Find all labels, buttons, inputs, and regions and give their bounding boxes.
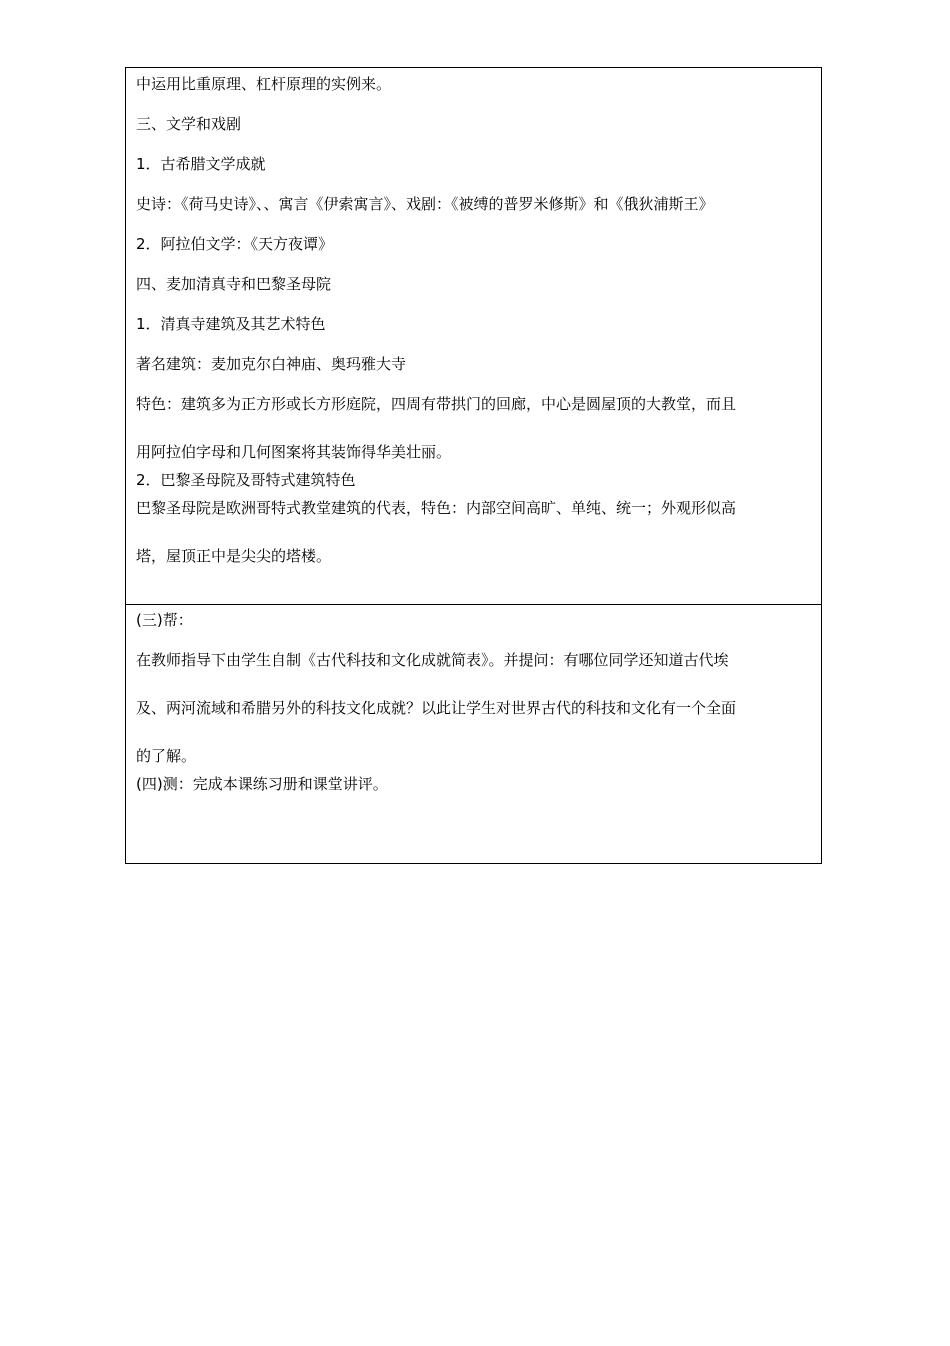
content-cell-literature-architecture (126, 68, 821, 605)
text-line: 在教师指导下由学生自制《古代科技和文化成就简表》。并提问：有哪位同学还知道古代埃 (136, 651, 729, 669)
subheading-notre-dame: 2．巴黎圣母院及哥特式建筑特色 (136, 471, 356, 489)
text-line: 塔，屋顶正中是尖尖的塔楼。 (136, 547, 332, 565)
text-line: 巴黎圣母院是欧洲哥特式教堂建筑的代表，特色：内部空间高旷、单纯、统一；外观形似高 (136, 499, 737, 517)
heading-help: (三)帮： (136, 611, 193, 629)
lesson-table (125, 67, 822, 864)
content-cell-help-test (126, 605, 821, 863)
text-line: 的了解。 (136, 747, 197, 765)
text-line: 著名建筑：麦加克尔白神庙、奥玛雅大寺 (136, 355, 407, 373)
heading-literature-drama: 三、文学和戏剧 (136, 115, 242, 133)
subheading-greek-literature: 1．古希腊文学成就 (136, 155, 266, 173)
heading-mecca-notre-dame: 四、麦加清真寺和巴黎圣母院 (136, 275, 332, 293)
text-line: 史诗：《荷马史诗》、、寓言《伊索寓言》、戏剧：《被缚的普罗米修斯》和《俄狄浦斯王》 (136, 195, 714, 213)
subheading-arabic-literature: 2．阿拉伯文学：《天方夜谭》 (136, 235, 334, 253)
text-line: 特色：建筑多为正方形或长方形庭院，四周有带拱门的回廊，中心是圆屋顶的大教堂，而且 (136, 395, 737, 413)
heading-test: (四)测：完成本课练习册和课堂讲评。 (136, 775, 388, 793)
subheading-mosque: 1．清真寺建筑及其艺术特色 (136, 315, 326, 333)
text-line: 用阿拉伯字母和几何图案将其装饰得华美壮丽。 (136, 443, 452, 461)
text-line: 及、两河流域和希腊另外的科技文化成就？以此让学生对世界古代的科技和文化有一个全面 (136, 699, 737, 717)
text-line: 中运用比重原理、杠杆原理的实例来。 (136, 75, 392, 93)
